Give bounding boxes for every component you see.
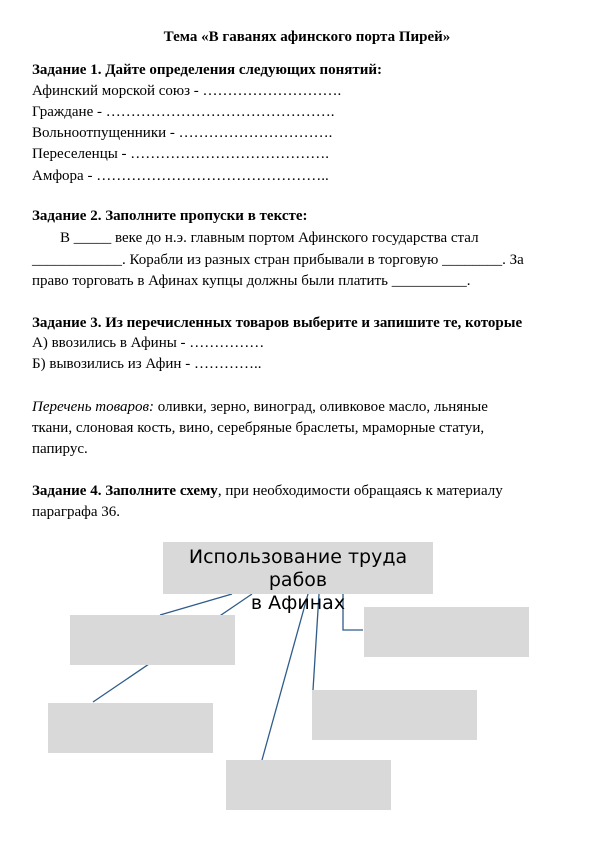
diagram-box-bottom[interactable] [226,760,391,810]
task1-item-4: Переселенцы - …………………………………. [32,146,330,162]
task2-heading: Задание 2. Заполните пропуски в тексте: [32,208,308,224]
diagram-box-top-left[interactable] [70,615,235,665]
task3-heading: Задание 3. Из перечисленных товаров выберите и запишите те, которые [32,315,523,331]
task1-item-3: Вольноотпущенники - …………………………. [32,125,333,141]
diagram-box-mid-right[interactable] [312,690,477,740]
diagram-box-top-right[interactable] [364,607,529,657]
task2-line-3: право торговать в Афинах купцы должны были платить __________. [32,273,471,289]
task2-line-2: ____________. Корабли из разных стран прибывали в торговую ________. За [32,252,524,268]
diagram-center-box [163,542,433,614]
task2-line-1: В _____ веке до н.э. главным портом Афинского государства стал [60,230,479,246]
task1-item-2: Граждане - ………………………………………. [32,104,335,120]
task4-heading-bold: Задание 4. Заполните схему [32,483,218,499]
task1-item-1: Афинский морской союз - ………………………. [32,83,342,99]
diagram-center-line-1: Использование труда рабов [188,546,408,591]
task3-goods-label: Перечень товаров: [32,399,155,415]
task4-heading-line-2: параграфа 36. [32,504,121,520]
task4-heading-rest: , при необходимости обращаясь к материалу [217,483,503,499]
diagram-box-mid-left[interactable] [48,703,213,753]
task3-option-a: А) ввозились в Афины - …………… [32,335,265,351]
task1-item-5: Амфора - ……………………………………….. [32,168,329,184]
page-title: Тема «В гаванях афинского порта Пирей» [163,29,451,45]
task3-option-b: Б) вывозились из Афин - ………….. [32,356,262,372]
task1-heading: Задание 1. Дайте определения следующих понятий: [32,62,383,78]
connector-to-box-bottom [262,594,308,760]
task3-goods-line-2: ткани, слоновая кость, вино, серебряные браслеты, мраморные статуи, [32,420,485,436]
task3-goods-line-3: папирус. [32,441,88,457]
diagram-center-line-2: в Афинах [250,592,346,614]
task3-goods-text: оливки, зерно, виноград, оливковое масло, льняные [154,399,488,415]
